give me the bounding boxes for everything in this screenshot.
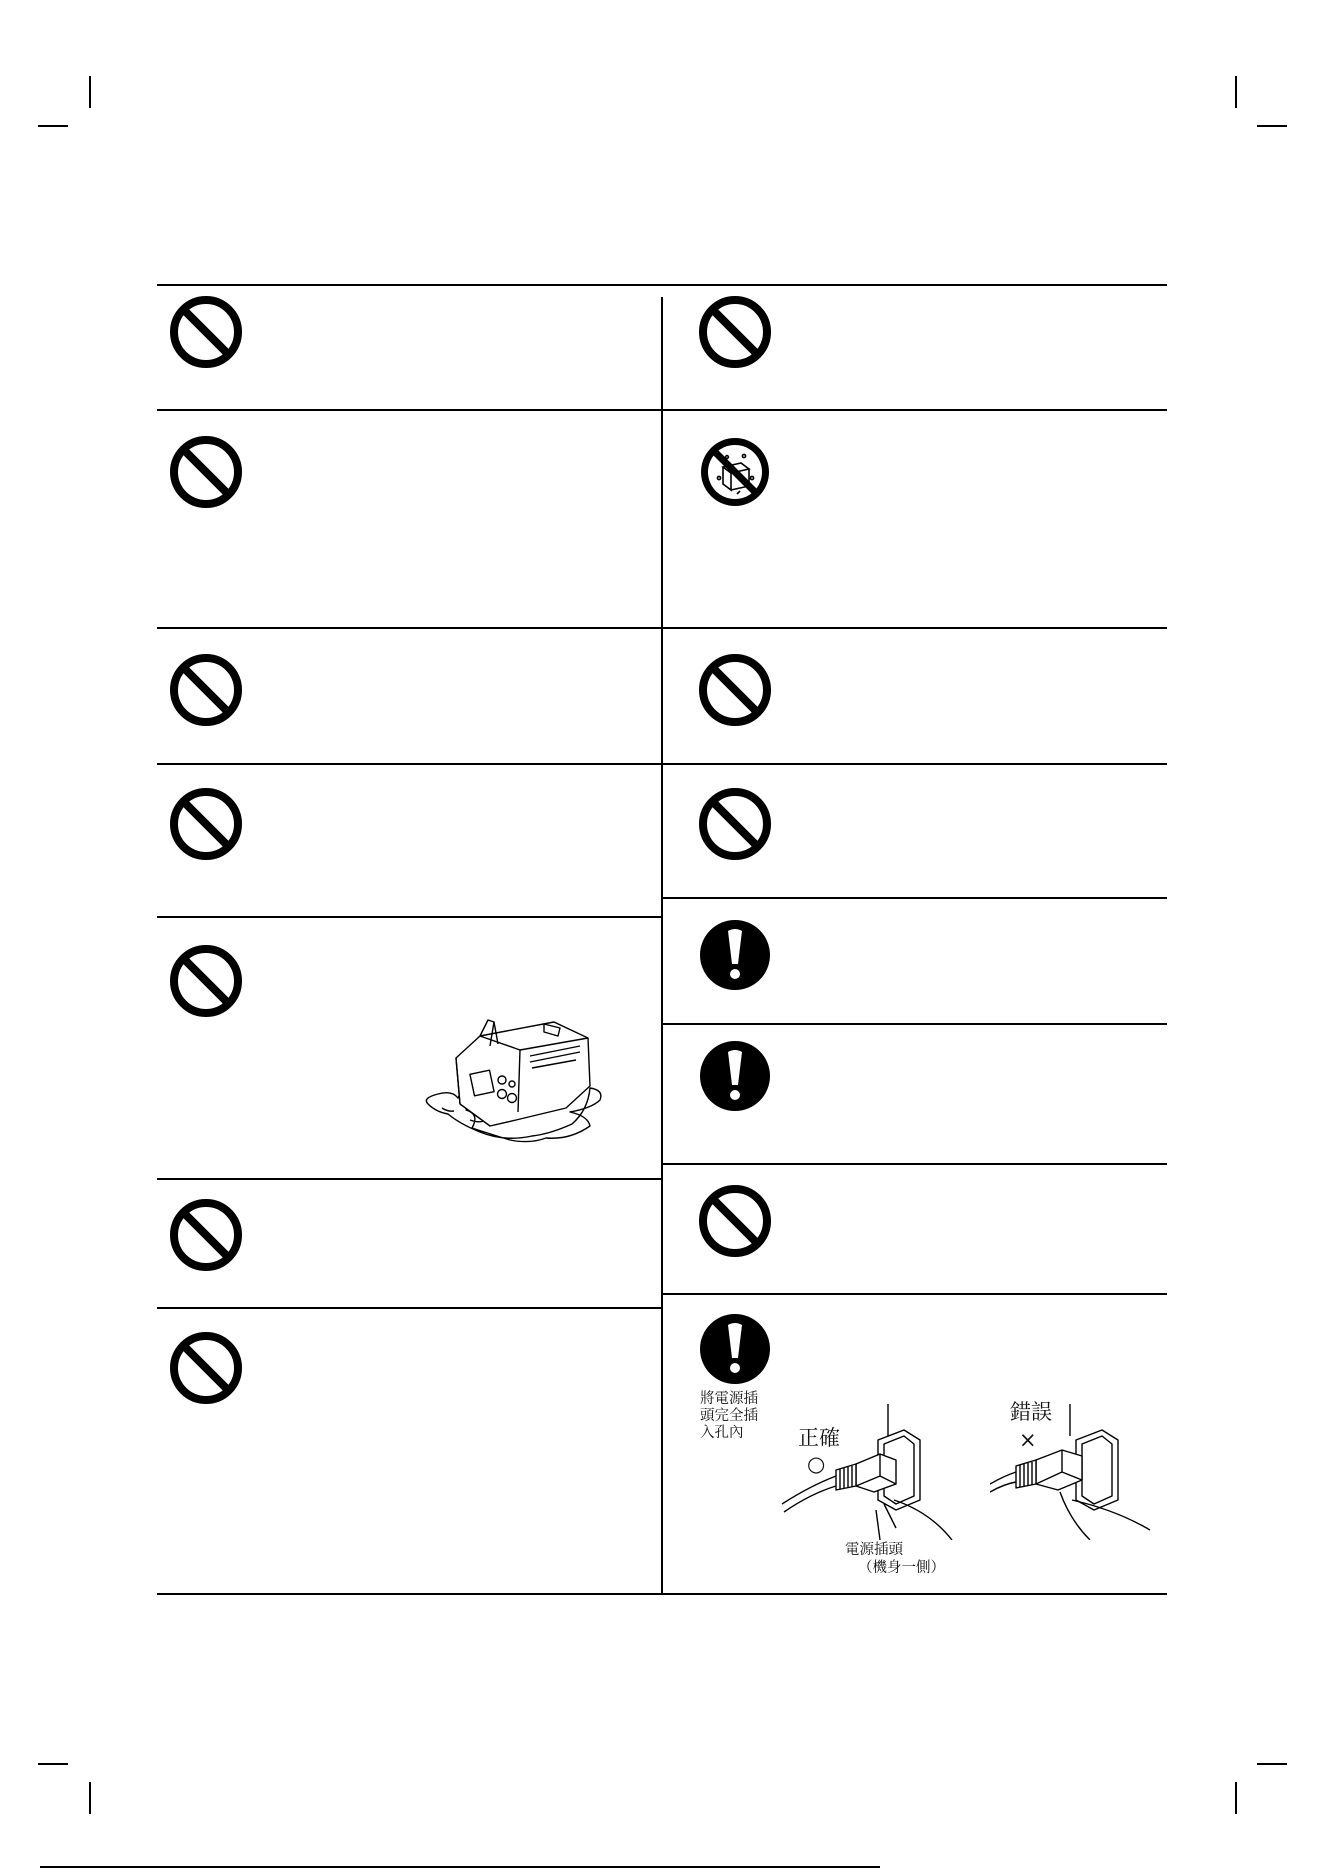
row-rule-right (661, 1163, 1167, 1165)
prohibition-circle-icon (168, 434, 244, 510)
row-rule (157, 627, 1167, 629)
row-rule (157, 409, 1167, 411)
exclamation-icon (697, 1311, 773, 1387)
plug-wrong-illustration (990, 1400, 1162, 1540)
prohibition-circle-icon (168, 786, 244, 862)
exclamation-icon (697, 1038, 773, 1114)
column-divider (661, 297, 663, 1593)
crop-mark (89, 76, 91, 108)
row-rule-left (157, 1307, 662, 1309)
crop-mark (89, 1782, 91, 1814)
prohibition-circle-icon (168, 1330, 244, 1406)
prohibition-circle-icon (168, 652, 244, 728)
crop-mark (1257, 125, 1287, 127)
wet-printer-illustration (420, 1016, 610, 1166)
row-rule (157, 763, 1167, 765)
prohibition-circle-icon (168, 1197, 244, 1273)
prohibition-circle-icon (168, 943, 244, 1019)
plug-label-line2: （機身一側） (858, 1560, 945, 1576)
no-disassembly-icon (697, 434, 773, 510)
prohibition-circle-icon (697, 1183, 773, 1259)
footer-rule (40, 1866, 880, 1868)
exclamation-icon (697, 917, 773, 993)
prohibition-circle-icon (697, 652, 773, 728)
correct-mark: ○ (807, 1452, 826, 1476)
insert-plug-caption: 將電源插 頭完全插 入孔內 (700, 1391, 758, 1441)
row-rule-left (157, 1178, 662, 1180)
crop-mark (38, 125, 68, 127)
crop-mark (38, 1763, 68, 1765)
crop-mark (1257, 1763, 1287, 1765)
wrong-mark: × (1019, 1428, 1037, 1452)
prohibition-circle-icon (697, 786, 773, 862)
table-top-rule (157, 284, 1167, 286)
table-bottom-rule (157, 1593, 1167, 1595)
plug-label-line1: 電源插頭 (845, 1542, 903, 1558)
plug-correct-illustration (780, 1400, 960, 1540)
row-rule-right (661, 1293, 1167, 1295)
wrong-label: 錯誤 (1010, 1400, 1052, 1424)
row-rule-right (661, 1023, 1167, 1025)
row-rule-right (661, 897, 1167, 899)
row-rule-left (157, 916, 662, 918)
prohibition-circle-icon (168, 294, 244, 370)
prohibition-circle-icon (697, 294, 773, 370)
crop-mark (1235, 1782, 1237, 1814)
correct-label: 正確 (798, 1426, 840, 1450)
crop-mark (1235, 76, 1237, 108)
